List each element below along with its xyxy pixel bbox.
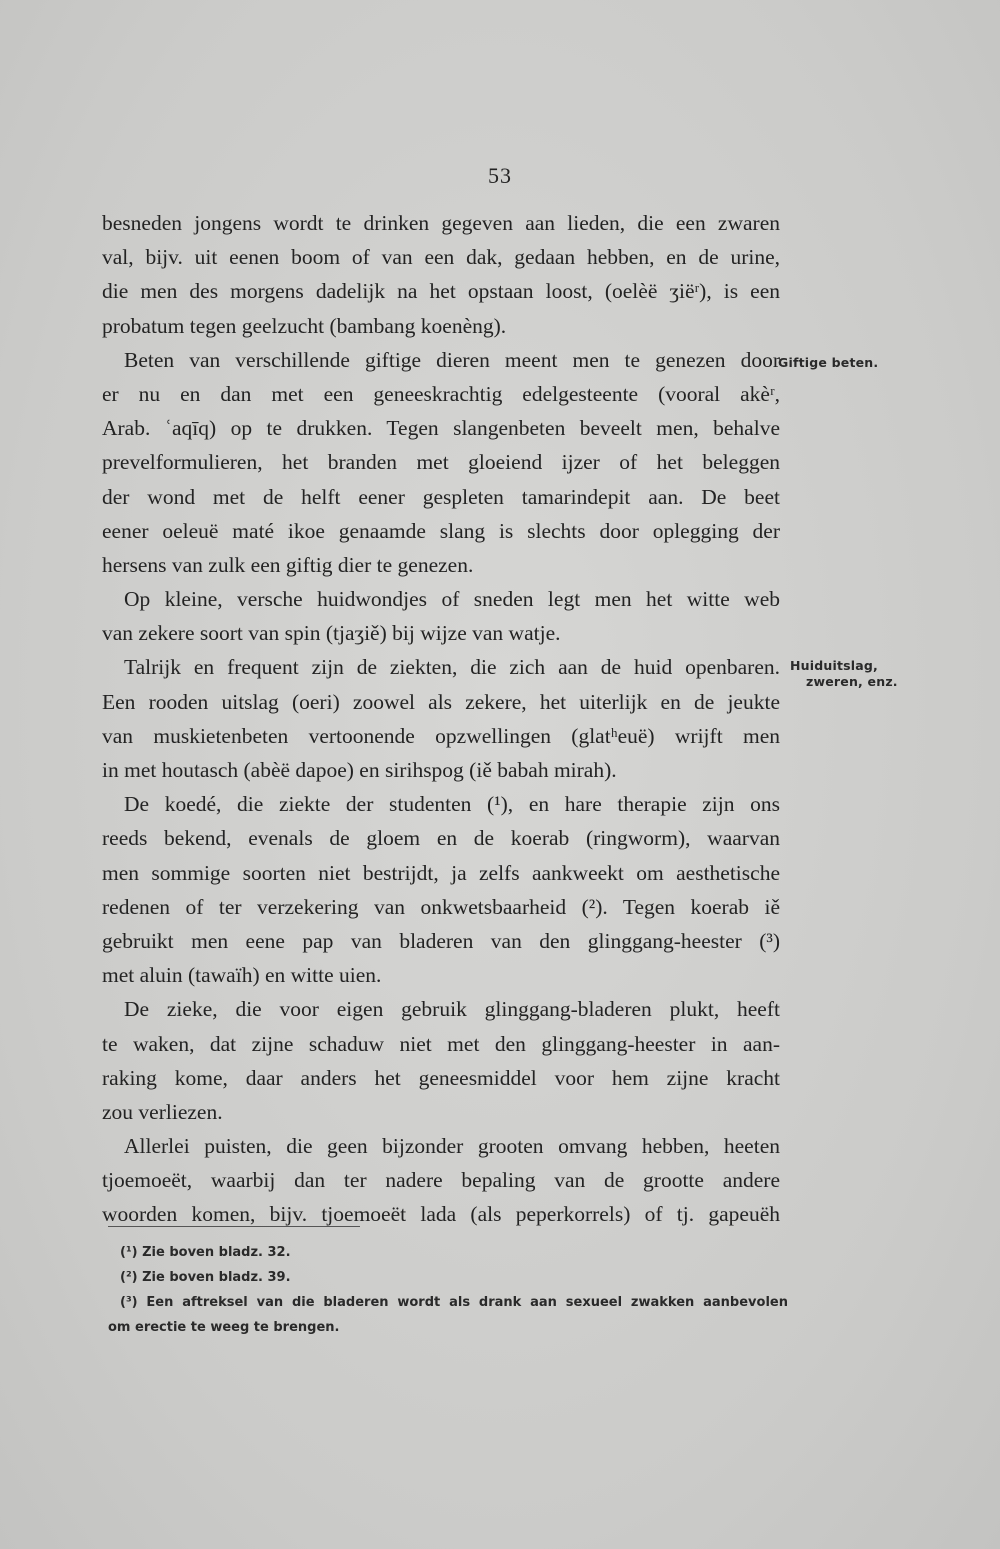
- text-line: tjoemoeët, waarbij dan ter nadere bepaling van de grootte andere: [102, 1168, 780, 1193]
- text-line: Talrijk en frequent zijn de ziekten, die zich aan de huid openbaren.: [124, 655, 780, 680]
- text-line: men sommige soorten niet bestrijdt, ja zelfs aankweekt om aesthetische: [102, 860, 780, 885]
- text-line: in met houtasch (abèë dapoe) en sirihspog (iě babah mirah).: [102, 758, 617, 782]
- text-line: woorden komen, bijv. tjoemoeët lada (als peperkorrels) of tj. gapeuëh: [102, 1202, 780, 1227]
- text-line: Een rooden uitslag (oeri) zoowel als zekere, het uiterlijk en de jeukte: [102, 689, 780, 714]
- text-line: gebruikt men eene pap van bladeren van den glinggang-heester (³): [102, 928, 780, 953]
- text-line: Beten van verschillende giftige dieren meent men te genezen door: [124, 347, 780, 372]
- text-line: zou verliezen.: [102, 1099, 223, 1124]
- text-line: der wond met de helft eener gespleten tamarindepit aan. De beet: [102, 484, 780, 509]
- text-line: van muskietenbeten vertoonende opzwellingen (glatʰeuë) wrijft men: [102, 723, 780, 748]
- text-line: De zieke, die voor eigen gebruik glinggang-bladeren plukt, heeft: [124, 997, 780, 1022]
- text-line: De koedé, die ziekte der studenten (¹), en hare therapie zijn ons: [124, 792, 780, 817]
- footnote: (³) Een aftreksel van die bladeren wordt als drank aan sexueel zwakken aanbevolen: [120, 1295, 788, 1310]
- text-line: die men des morgens dadelijk na het opstaan loost, (oelèë ʒiëʳ), is een: [102, 279, 780, 304]
- page-number: 53: [488, 163, 512, 188]
- text-line: besneden jongens wordt te drinken gegeven aan lieden, die een zwaren: [102, 211, 780, 235]
- text-line: met aluin (tawaïh) en witte uien.: [102, 963, 382, 988]
- text-line: Op kleine, versche huidwondjes of sneden legt men het witte web: [124, 587, 780, 612]
- footnote-continuation: om erectie te weeg te brengen.: [108, 1320, 340, 1335]
- text-line: probatum tegen geelzucht (bambang koenèng).: [102, 313, 507, 338]
- text-line: hersens van zulk een giftig dier te genezen.: [102, 552, 474, 577]
- text-line: eener oeleuë maté ikoe genaamde slang is slechts door oplegging der: [102, 518, 780, 543]
- footnote: (²) Zie boven bladz. 39.: [120, 1270, 291, 1285]
- footnote-rule: [108, 1226, 360, 1227]
- text-line: reeds bekend, evenals de gloem en de koerab (ringworm), waarvan: [102, 826, 780, 851]
- text-line: van zekere soort van spin (tjaʒiě) bij wijze van watje.: [102, 621, 561, 646]
- text-line: val, bijv. uit eenen boom of van een dak, gedaan hebben, en de urine,: [102, 245, 780, 270]
- margin-note-giftige-beten: Giftige beten.: [778, 355, 879, 370]
- text-line: Arab. ʿaqīq) op te drukken. Tegen slangenbeten beveelt men, behalve: [102, 416, 780, 441]
- text-line: er nu en dan met een geneeskrachtig edelgesteente (vooral akèʳ,: [102, 381, 780, 406]
- text-line: te waken, dat zijne schaduw niet met den glinggang-heester in aan-: [102, 1031, 780, 1056]
- text-line: redenen of ter verzekering van onkwetsbaarheid (²). Tegen koerab iě: [102, 894, 780, 919]
- body-text: [102, 206, 780, 1232]
- margin-note-zweren: zweren, enz.: [806, 674, 898, 689]
- footnote: (¹) Zie boven bladz. 32.: [120, 1245, 291, 1260]
- margin-note-huiduitslag: Huiduitslag,: [790, 658, 879, 673]
- text-line: raking kome, daar anders het geneesmiddel voor hem zijne kracht: [102, 1065, 780, 1090]
- text-line: prevelformulieren, het branden met gloeiend ijzer of het beleggen: [102, 450, 780, 475]
- footnotes: [108, 1240, 788, 1340]
- text-line: Allerlei puisten, die geen bijzonder grooten omvang hebben, heeten: [124, 1134, 780, 1159]
